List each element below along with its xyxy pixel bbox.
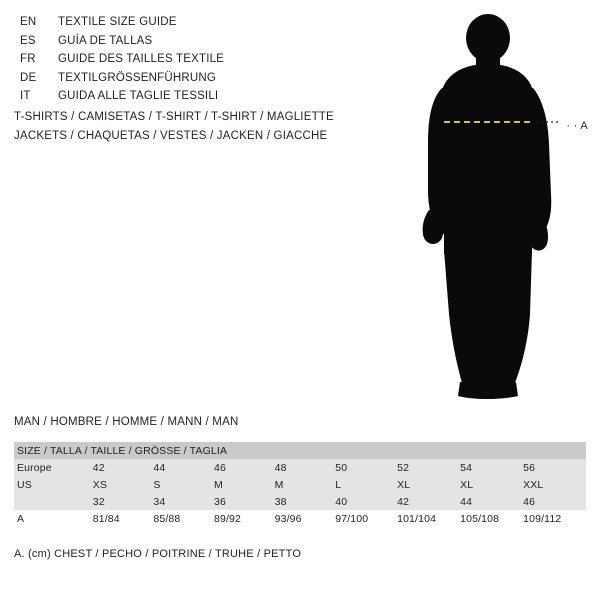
table-header-row	[14, 442, 586, 459]
cell-value: 32	[93, 493, 154, 510]
cell-value: S	[153, 476, 214, 493]
language-header-block	[20, 16, 400, 109]
language-code: EN	[20, 16, 37, 28]
language-title: GUIDA ALLE TAGLIE TESSILI	[58, 90, 219, 102]
cell-value: 54	[460, 459, 523, 476]
table-row	[14, 493, 586, 510]
language-title: GUIDE DES TAILLES TEXTILE	[58, 53, 225, 65]
cell-value: 105/108	[460, 510, 523, 527]
row-label: A	[14, 510, 93, 527]
cell-value: L	[335, 476, 397, 493]
cell-value: 42	[397, 493, 460, 510]
language-row	[20, 35, 400, 54]
cell-value: XL	[460, 476, 523, 493]
cell-value: 101/104	[397, 510, 460, 527]
language-row	[20, 53, 400, 72]
size-table	[14, 442, 586, 527]
cell-value: 56	[523, 459, 586, 476]
cell-value: 97/100	[335, 510, 397, 527]
table-footer-note: A. (cm) CHEST / PECHO / POITRINE / TRUHE / PETTO	[14, 548, 302, 560]
table-header-label: SIZE / TALLA / TAILLE / GRÖSSE / TAGLIA	[14, 442, 586, 459]
cell-value: 34	[153, 493, 214, 510]
language-title: TEXTILGRÖSSENFÜHRUNG	[58, 71, 216, 84]
language-code: DE	[20, 71, 37, 84]
cell-value: 48	[275, 459, 336, 476]
row-label: US	[14, 476, 93, 493]
silhouette-svg	[400, 14, 590, 399]
language-code: FR	[20, 53, 36, 65]
cell-value: M	[214, 476, 275, 493]
cell-value: 42	[93, 459, 154, 476]
cell-value: 81/84	[93, 510, 154, 527]
cell-value: 40	[335, 493, 397, 510]
language-title: TEXTILE SIZE GUIDE	[58, 16, 177, 28]
cell-value: XL	[397, 476, 460, 493]
chest-measure-label: · · A	[566, 120, 588, 132]
cell-value: 50	[335, 459, 397, 476]
table-row	[14, 459, 586, 476]
cell-value: 109/112	[523, 510, 586, 527]
table-group-heading: MAN / HOMBRE / HOMME / MANN / MAN	[14, 416, 239, 428]
table-row	[14, 510, 586, 527]
cell-value: 36	[214, 493, 275, 510]
category-line-jackets: JACKETS / CHAQUETAS / VESTES / JACKEN / GIACCHE	[14, 130, 328, 142]
cell-value: 89/92	[214, 510, 275, 527]
row-label	[14, 493, 93, 510]
cell-value: 44	[153, 459, 214, 476]
language-title: GUÍA DE TALLAS	[58, 34, 153, 47]
row-label: Europe	[14, 459, 93, 476]
cell-value: 85/88	[153, 510, 214, 527]
language-code: ES	[20, 34, 36, 47]
table-row	[14, 476, 586, 493]
category-line-tshirts: T-SHIRTS / CAMISETAS / T-SHIRT / T-SHIRT / MAGLIETTE	[14, 111, 334, 123]
language-row	[20, 72, 400, 91]
language-row	[20, 90, 400, 109]
cell-value: 44	[460, 493, 523, 510]
cell-value: XXL	[523, 476, 586, 493]
cell-value: M	[275, 476, 336, 493]
cell-value: 46	[523, 493, 586, 510]
language-code: IT	[20, 90, 31, 102]
cell-value: 52	[397, 459, 460, 476]
language-row	[20, 16, 400, 35]
cell-value: 38	[275, 493, 336, 510]
cell-value: XS	[93, 476, 154, 493]
cell-value: 46	[214, 459, 275, 476]
male-silhouette-figure	[400, 14, 590, 399]
category-block	[14, 111, 414, 149]
cell-value: 93/96	[275, 510, 336, 527]
